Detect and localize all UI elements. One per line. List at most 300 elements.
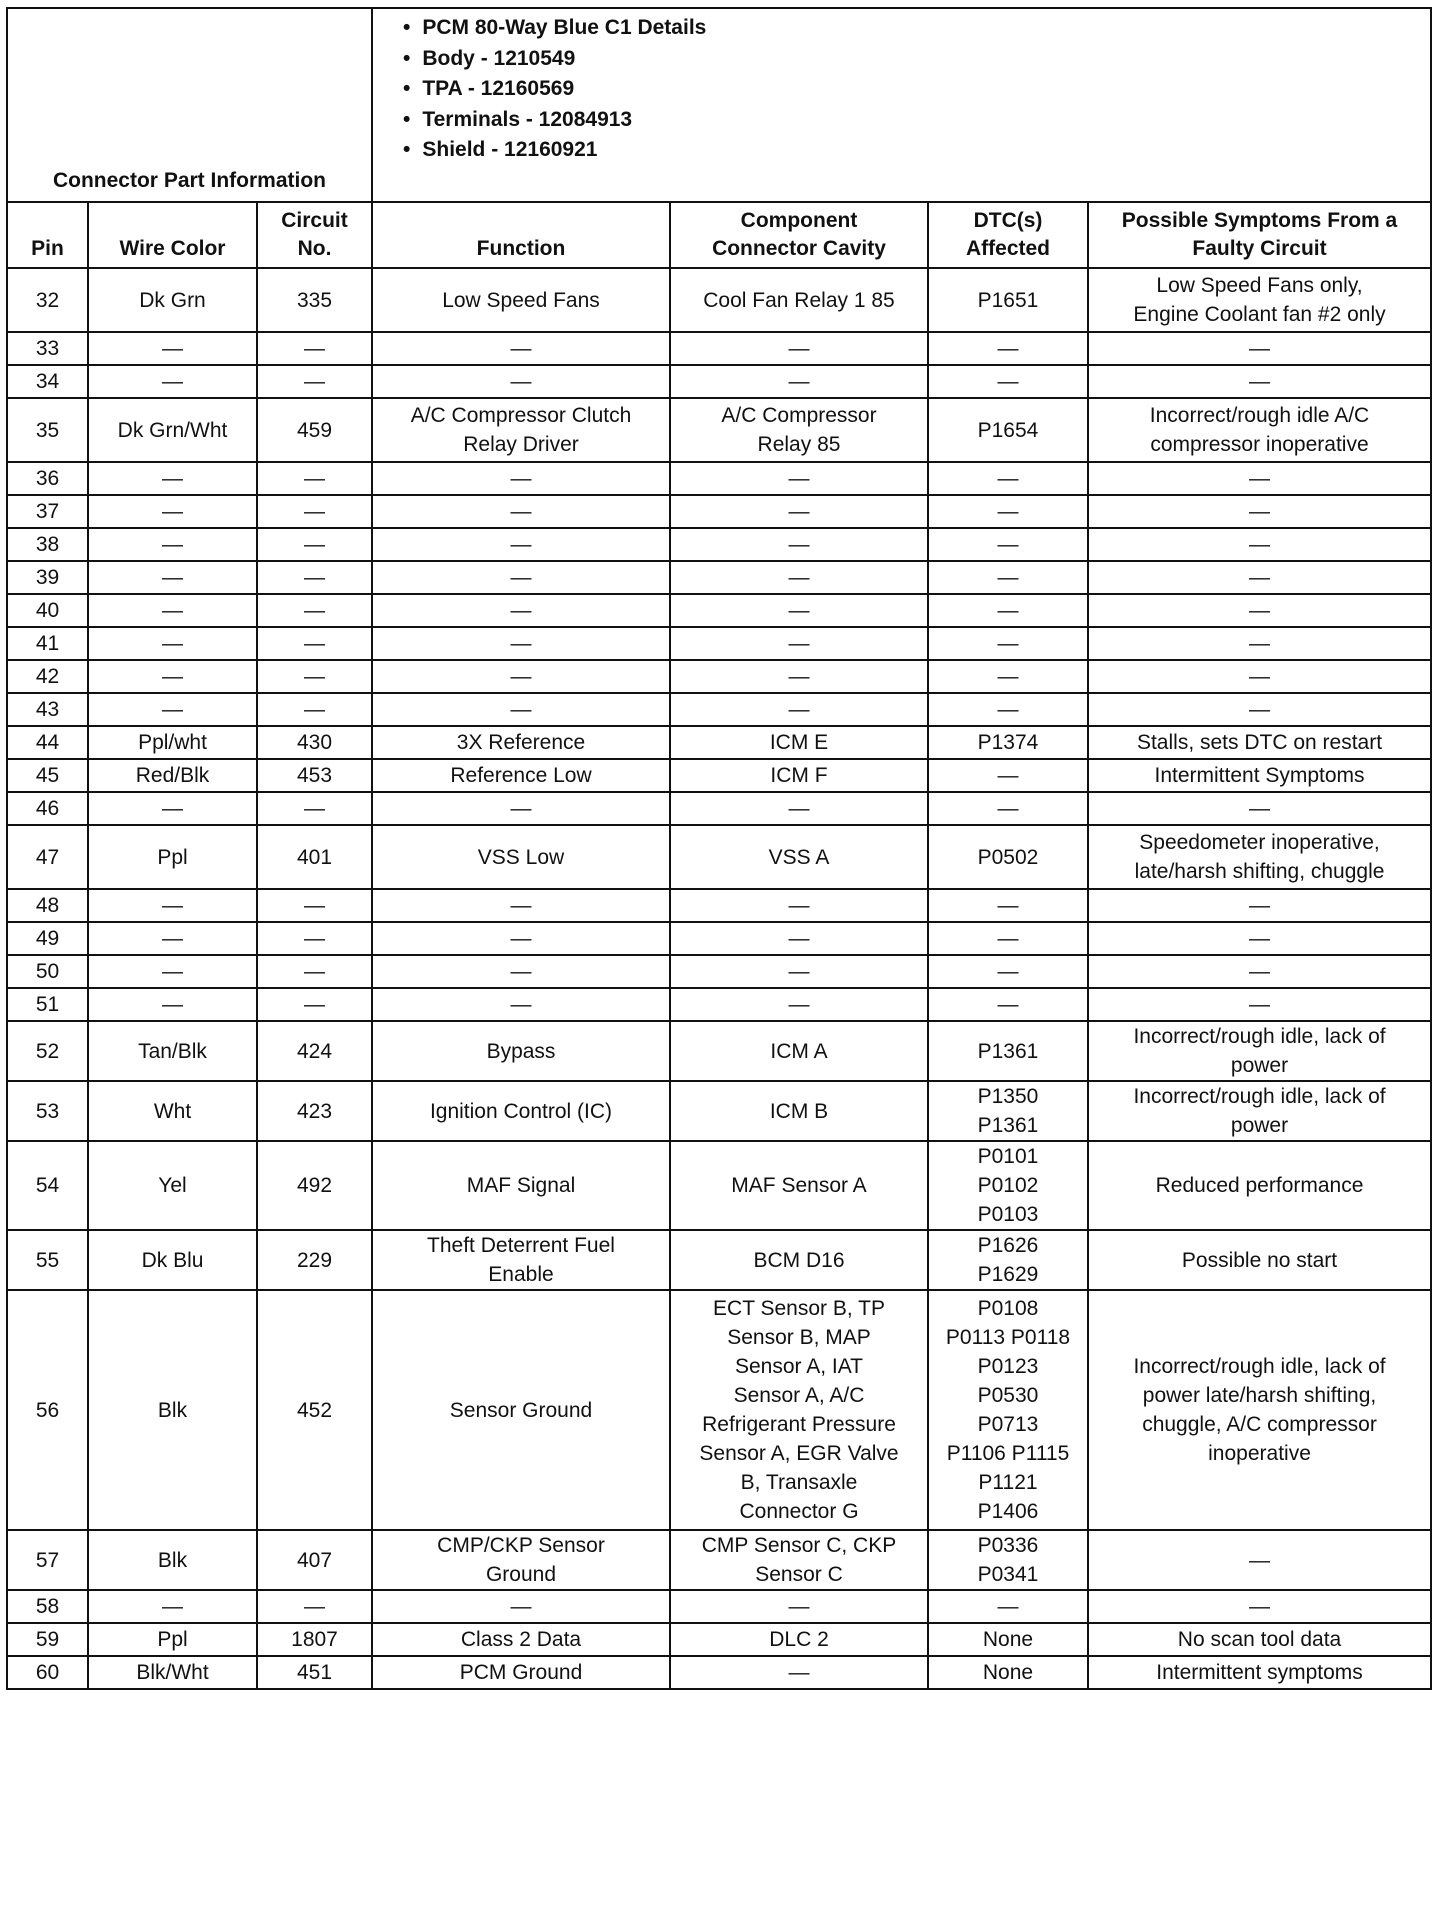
cell-dtc-line: — (997, 500, 1019, 523)
cell-symptoms (1088, 1623, 1431, 1656)
cell-dtc-line: P1406 (977, 1500, 1039, 1523)
cell-symptoms (1088, 988, 1431, 1021)
cell-function-line: — (510, 566, 532, 589)
cell-symptoms (1088, 955, 1431, 988)
cell-circuit-no-line: — (304, 927, 325, 950)
cell-symptoms-line: Low Speed Fans only, (1156, 274, 1363, 297)
cell-function (372, 660, 670, 693)
cell-wire-color-line: Blk (157, 1398, 188, 1422)
cell-symptoms-line: power (1230, 1054, 1289, 1077)
cell-dtc-line: — (997, 665, 1019, 688)
cell-symptoms (1088, 759, 1431, 792)
cell-dtc (928, 495, 1088, 528)
header-symptoms-line: Faulty Circuit (1192, 237, 1327, 260)
cell-pin: 36 (7, 462, 88, 495)
cell-wire-color (88, 495, 257, 528)
cell-circuit-no (257, 1623, 372, 1656)
header-dtc (928, 202, 1088, 268)
cell-wire-color-line: Wht (153, 1099, 192, 1123)
cell-component-line: — (788, 467, 810, 490)
cell-symptoms-line: Possible no start (1181, 1248, 1338, 1272)
cell-dtc-line: — (997, 960, 1019, 983)
cell-component-line: — (788, 665, 810, 688)
cell-circuit-no-line: — (304, 533, 325, 556)
connector-info-label: Connector Part Information (7, 8, 372, 202)
cell-dtc (928, 365, 1088, 398)
cell-wire-color-line: — (162, 993, 183, 1016)
cell-wire-color (88, 398, 257, 462)
cell-function-line: Theft Deterrent Fuel (427, 1234, 615, 1257)
cell-symptoms (1088, 594, 1431, 627)
cell-function-line: — (510, 632, 532, 655)
cell-circuit-no-line: — (304, 797, 325, 820)
cell-pin: 40 (7, 594, 88, 627)
cell-wire-color (88, 462, 257, 495)
cell-symptoms-line: No scan tool data (1177, 1628, 1342, 1651)
cell-symptoms (1088, 528, 1431, 561)
cell-dtc-line: P1374 (977, 731, 1039, 754)
cell-function (372, 268, 670, 332)
connector-detail: • Shield - 12160921 (403, 135, 1420, 166)
cell-circuit-no-line: — (304, 993, 325, 1016)
cell-symptoms-line: — (1249, 797, 1271, 820)
cell-function-line: — (510, 993, 532, 1016)
table-row (7, 988, 1431, 1021)
column-header-row (7, 202, 1431, 268)
table-row (7, 693, 1431, 726)
table-row (7, 1081, 1431, 1141)
cell-symptoms-line: — (1249, 665, 1271, 688)
cell-function-line: — (510, 1595, 532, 1618)
connector-info-row (7, 8, 1431, 202)
cell-pin: 50 (7, 955, 88, 988)
cell-pin: 56 (7, 1290, 88, 1530)
cell-function (372, 1590, 670, 1623)
cell-function (372, 332, 670, 365)
cell-circuit-no (257, 825, 372, 889)
cell-component-line: — (788, 599, 810, 622)
cell-wire-color (88, 693, 257, 726)
cell-dtc (928, 268, 1088, 332)
cell-function (372, 528, 670, 561)
cell-function-line: — (510, 370, 532, 393)
cell-circuit-no (257, 726, 372, 759)
cell-symptoms-line: — (1249, 467, 1271, 490)
cell-dtc-line: P1121 (978, 1471, 1038, 1494)
cell-circuit-no-line: — (304, 599, 325, 622)
cell-dtc-line: P0103 (977, 1203, 1039, 1226)
cell-circuit-no (257, 988, 372, 1021)
cell-function (372, 398, 670, 462)
header-component-line: Connector Cavity (712, 237, 886, 260)
cell-component-line: Sensor A, EGR Valve (699, 1442, 899, 1465)
cell-wire-color-line: Ppl/wht (138, 731, 207, 754)
cell-dtc-line: — (997, 927, 1019, 950)
cell-symptoms-line: — (1249, 960, 1271, 983)
cell-function-line: — (510, 337, 532, 360)
cell-function (372, 365, 670, 398)
cell-circuit-no-line: — (304, 632, 325, 655)
cell-circuit-no (257, 561, 372, 594)
header-symptoms (1088, 202, 1431, 268)
cell-function (372, 759, 670, 792)
cell-symptoms (1088, 332, 1431, 365)
header-circuit-line: Circuit (281, 209, 348, 232)
cell-pin: 35 (7, 398, 88, 462)
table-row (7, 1623, 1431, 1656)
cell-function-line: — (510, 960, 532, 983)
cell-component-line: Connector G (739, 1500, 859, 1523)
cell-wire-color-line: Yel (158, 1174, 187, 1197)
cell-wire-color-line: — (162, 1595, 183, 1618)
cell-wire-color (88, 1290, 257, 1530)
cell-function (372, 1230, 670, 1290)
cell-circuit-no-line: — (304, 500, 325, 523)
cell-circuit-no (257, 627, 372, 660)
cell-function (372, 955, 670, 988)
header-function (372, 202, 670, 268)
cell-circuit-no-line: 423 (296, 1099, 333, 1123)
table-row (7, 1230, 1431, 1290)
cell-component-line: ICM A (770, 1039, 828, 1063)
cell-dtc (928, 1623, 1088, 1656)
cell-dtc-line: P1651 (977, 288, 1039, 312)
cell-component-line: BCM D16 (753, 1248, 845, 1272)
cell-function (372, 889, 670, 922)
cell-symptoms-line: compressor inoperative (1150, 433, 1369, 456)
table-row (7, 1656, 1431, 1689)
table-row (7, 561, 1431, 594)
connector-detail: • TPA - 12160569 (403, 74, 1420, 105)
table-row (7, 1141, 1431, 1230)
cell-circuit-no (257, 1530, 372, 1590)
cell-wire-color (88, 825, 257, 889)
cell-component-line: ICM E (769, 731, 829, 754)
cell-symptoms-line: inoperative (1208, 1442, 1311, 1465)
cell-wire-color-line: Ppl (157, 845, 188, 869)
cell-symptoms (1088, 1141, 1431, 1230)
cell-wire-color-line: Ppl (157, 1628, 188, 1651)
cell-function-line: — (510, 500, 532, 523)
cell-dtc (928, 660, 1088, 693)
cell-function-line: A/C Compressor Clutch (410, 404, 632, 427)
cell-function-line: Ground (485, 1563, 557, 1586)
table-row (7, 759, 1431, 792)
cell-circuit-no-line: — (304, 467, 325, 490)
connector-details (372, 8, 1431, 202)
cell-dtc-line: P1361 (977, 1039, 1039, 1063)
cell-dtc (928, 1590, 1088, 1623)
cell-symptoms (1088, 627, 1431, 660)
cell-component-line: — (788, 797, 810, 820)
cell-function (372, 792, 670, 825)
cell-component (670, 1141, 928, 1230)
table-row (7, 332, 1431, 365)
cell-symptoms (1088, 889, 1431, 922)
cell-wire-color (88, 561, 257, 594)
cell-component (670, 726, 928, 759)
cell-symptoms (1088, 365, 1431, 398)
cell-component (670, 988, 928, 1021)
header-wire-color-text: Wire Color (119, 237, 226, 260)
cell-dtc-line: — (997, 370, 1019, 393)
cell-dtc-line: — (997, 467, 1019, 490)
cell-pin: 54 (7, 1141, 88, 1230)
cell-function-line: 3X Reference (456, 731, 586, 754)
cell-circuit-no (257, 1081, 372, 1141)
cell-component-line: CMP Sensor C, CKP (701, 1534, 897, 1557)
cell-dtc-line: None (982, 1661, 1034, 1684)
cell-circuit-no-line: — (304, 960, 325, 983)
cell-wire-color (88, 365, 257, 398)
cell-dtc-line: P0502 (977, 845, 1039, 869)
cell-dtc-line: — (997, 894, 1019, 917)
cell-function-line: — (510, 599, 532, 622)
cell-function-line: Reference Low (450, 764, 592, 787)
cell-symptoms-line: — (1249, 993, 1271, 1016)
cell-function (372, 1530, 670, 1590)
cell-component-line: — (788, 500, 810, 523)
cell-symptoms-line: Engine Coolant fan #2 only (1133, 303, 1386, 326)
cell-component-line: — (788, 566, 810, 589)
cell-function-line: MAF Signal (466, 1174, 576, 1197)
cell-function (372, 462, 670, 495)
table-row (7, 1290, 1431, 1530)
cell-function-line: — (510, 698, 532, 721)
cell-pin: 41 (7, 627, 88, 660)
cell-dtc (928, 825, 1088, 889)
cell-symptoms (1088, 398, 1431, 462)
cell-component-line: — (788, 698, 810, 721)
cell-function (372, 922, 670, 955)
cell-component-line: ICM B (769, 1099, 829, 1123)
cell-dtc-line: — (997, 599, 1019, 622)
cell-function-line: — (510, 467, 532, 490)
cell-dtc-line: — (997, 993, 1019, 1016)
cell-circuit-no-line: 452 (296, 1398, 333, 1422)
cell-component-line: — (788, 533, 810, 556)
cell-function (372, 561, 670, 594)
cell-circuit-no-line: 407 (296, 1548, 333, 1572)
cell-dtc (928, 627, 1088, 660)
cell-pin: 39 (7, 561, 88, 594)
table-row (7, 594, 1431, 627)
cell-component (670, 1021, 928, 1081)
cell-circuit-no (257, 889, 372, 922)
cell-circuit-no-line: — (304, 1595, 325, 1618)
cell-symptoms (1088, 922, 1431, 955)
cell-wire-color (88, 1623, 257, 1656)
cell-dtc (928, 988, 1088, 1021)
cell-dtc-line: P1106 P1115 (946, 1442, 1070, 1465)
table-row (7, 726, 1431, 759)
pin-table (6, 7, 1432, 1690)
cell-component (670, 594, 928, 627)
cell-component-line: — (788, 993, 810, 1016)
cell-pin: 60 (7, 1656, 88, 1689)
cell-wire-color-line: — (162, 698, 183, 721)
cell-pin: 34 (7, 365, 88, 398)
cell-wire-color (88, 726, 257, 759)
cell-pin: 52 (7, 1021, 88, 1081)
cell-circuit-no (257, 792, 372, 825)
table-row (7, 1590, 1431, 1623)
cell-component-line: — (788, 894, 810, 917)
cell-wire-color-line: — (162, 927, 183, 950)
cell-dtc (928, 792, 1088, 825)
cell-pin: 51 (7, 988, 88, 1021)
cell-circuit-no-line: — (304, 370, 325, 393)
cell-dtc-line: P0713 (977, 1413, 1039, 1436)
cell-circuit-no (257, 1021, 372, 1081)
cell-function-line: Sensor Ground (449, 1398, 593, 1422)
cell-wire-color (88, 889, 257, 922)
cell-dtc-line: — (997, 337, 1019, 360)
table-row (7, 462, 1431, 495)
cell-function-line: VSS Low (477, 845, 565, 869)
cell-component-line: VSS A (768, 845, 830, 869)
cell-function (372, 1656, 670, 1689)
cell-symptoms-line: Intermittent symptoms (1156, 1661, 1363, 1684)
cell-dtc-line: P0341 (977, 1563, 1039, 1586)
cell-dtc-line: P0123 (977, 1355, 1039, 1378)
connector-detail: • PCM 80-Way Blue C1 Details (403, 13, 1420, 44)
cell-pin: 32 (7, 268, 88, 332)
cell-circuit-no (257, 1230, 372, 1290)
connector-detail: • Terminals - 12084913 (403, 105, 1420, 136)
cell-component-line: — (788, 960, 810, 983)
cell-symptoms-line: — (1249, 599, 1271, 622)
cell-dtc-line: — (997, 533, 1019, 556)
cell-symptoms-line: — (1249, 698, 1271, 721)
cell-circuit-no-line: 335 (296, 288, 333, 312)
cell-dtc-line: — (997, 1595, 1019, 1618)
cell-circuit-no (257, 759, 372, 792)
cell-wire-color (88, 627, 257, 660)
cell-dtc-line: P0102 (977, 1174, 1039, 1197)
cell-symptoms-line: Speedometer inoperative, (1139, 831, 1380, 854)
cell-component (670, 1290, 928, 1530)
cell-dtc (928, 332, 1088, 365)
cell-wire-color (88, 660, 257, 693)
cell-function-line: Enable (488, 1263, 554, 1286)
cell-function (372, 495, 670, 528)
cell-symptoms-line: — (1249, 1595, 1271, 1618)
cell-dtc-line: None (982, 1628, 1034, 1651)
cell-component (670, 1530, 928, 1590)
cell-function (372, 1141, 670, 1230)
cell-wire-color-line: — (162, 467, 183, 490)
cell-symptoms-line: — (1249, 566, 1271, 589)
cell-function (372, 988, 670, 1021)
cell-wire-color-line: — (162, 599, 183, 622)
cell-circuit-no-line: 401 (296, 845, 333, 869)
cell-component-line: Refrigerant Pressure (702, 1413, 896, 1436)
cell-symptoms (1088, 462, 1431, 495)
cell-pin: 48 (7, 889, 88, 922)
cell-symptoms-line: Reduced performance (1155, 1174, 1364, 1197)
cell-symptoms-line: — (1249, 337, 1271, 360)
cell-dtc (928, 1081, 1088, 1141)
cell-component (670, 462, 928, 495)
cell-component (670, 660, 928, 693)
cell-pin: 38 (7, 528, 88, 561)
cell-dtc-line: P1361 (977, 1114, 1039, 1137)
cell-wire-color (88, 1530, 257, 1590)
cell-component (670, 759, 928, 792)
cell-component (670, 1590, 928, 1623)
cell-wire-color-line: — (162, 894, 183, 917)
cell-symptoms (1088, 1530, 1431, 1590)
cell-component-line: — (788, 1595, 810, 1618)
cell-wire-color-line: — (162, 632, 183, 655)
cell-wire-color (88, 1230, 257, 1290)
table-row (7, 627, 1431, 660)
cell-dtc (928, 1530, 1088, 1590)
cell-pin: 45 (7, 759, 88, 792)
cell-circuit-no (257, 1141, 372, 1230)
cell-component (670, 955, 928, 988)
cell-pin: 46 (7, 792, 88, 825)
header-component-line: Component (740, 209, 858, 232)
cell-dtc (928, 1656, 1088, 1689)
cell-dtc-line: — (997, 764, 1019, 787)
cell-wire-color-line: Dk Blu (141, 1248, 204, 1272)
cell-function-line: Class 2 Data (460, 1628, 582, 1651)
cell-dtc (928, 955, 1088, 988)
cell-circuit-no (257, 332, 372, 365)
cell-symptoms-line: — (1249, 894, 1271, 917)
cell-wire-color (88, 1141, 257, 1230)
header-circuit-line: No. (297, 237, 332, 260)
cell-wire-color (88, 955, 257, 988)
cell-wire-color (88, 922, 257, 955)
table-row (7, 268, 1431, 332)
header-component (670, 202, 928, 268)
cell-function-line: Low Speed Fans (442, 288, 600, 312)
cell-component-line: — (788, 370, 810, 393)
cell-component-line: DLC 2 (769, 1628, 829, 1651)
cell-dtc-line: — (997, 797, 1019, 820)
cell-circuit-no-line: — (304, 337, 325, 360)
cell-component-line: Cool Fan Relay 1 85 (703, 288, 895, 312)
cell-wire-color-line: — (162, 797, 183, 820)
cell-component-line: — (788, 632, 810, 655)
cell-wire-color-line: — (162, 960, 183, 983)
cell-component (670, 561, 928, 594)
cell-symptoms-line: Intermittent Symptoms (1154, 764, 1365, 787)
cell-circuit-no (257, 268, 372, 332)
cell-function (372, 1081, 670, 1141)
cell-function-line: CMP/CKP Sensor (437, 1534, 605, 1557)
cell-function-line: — (510, 894, 532, 917)
cell-component (670, 332, 928, 365)
header-dtc-line: DTC(s) (973, 209, 1043, 232)
cell-pin: 58 (7, 1590, 88, 1623)
connector-detail: • Body - 1210549 (403, 44, 1420, 75)
table-row (7, 889, 1431, 922)
header-function-text: Function (476, 237, 566, 260)
cell-dtc-line: P0108 (977, 1297, 1039, 1320)
cell-dtc (928, 922, 1088, 955)
cell-dtc (928, 726, 1088, 759)
cell-dtc-line: — (997, 566, 1019, 589)
cell-wire-color (88, 1081, 257, 1141)
cell-wire-color (88, 268, 257, 332)
cell-pin: 44 (7, 726, 88, 759)
cell-dtc (928, 693, 1088, 726)
cell-wire-color-line: — (162, 665, 183, 688)
